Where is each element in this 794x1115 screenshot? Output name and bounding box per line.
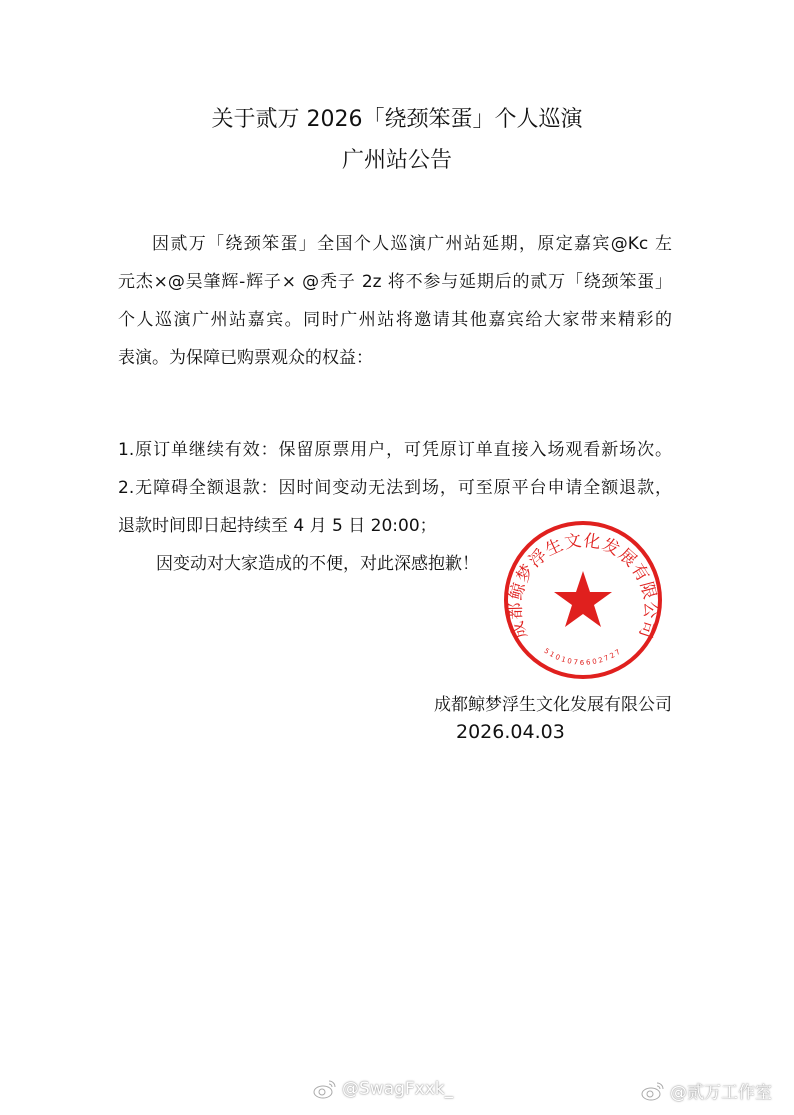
svg-text:5101076602727: 5101076602727: [542, 646, 624, 667]
watermark-studio: [640, 1078, 772, 1103]
watermark-text: @SwagFxxk_: [342, 1079, 454, 1099]
paragraph-line: 表演。为保障已购票观众的权益：: [118, 348, 373, 368]
weibo-icon: [312, 1078, 338, 1100]
svg-text:成都鲸梦浮生文化发展有限公司: 成都鲸梦浮生文化发展有限公司: [505, 530, 661, 642]
apology-text: 因变动对大家造成的不便，对此深感抱歉！: [156, 554, 479, 574]
weibo-icon: [640, 1080, 666, 1102]
star-icon: [554, 571, 612, 627]
list-item-2-cont: 退款时间即日起持续至 4 月 5 日 20:00；: [118, 516, 437, 536]
paragraph-line: 因贰万「绕颈笨蛋」全国个人巡演广州站延期，原定嘉宾@Kc 左: [152, 234, 672, 254]
signature-date: 2026.04.03: [456, 721, 565, 743]
company-seal: [502, 519, 664, 681]
paragraph-line: 元杰×@吴肇辉-辉子× @秃子 2z 将不参与延期后的贰万「绕颈笨蛋」: [118, 272, 672, 292]
paragraph-line: 个人巡演广州站嘉宾。同时广州站将邀请其他嘉宾给大家带来精彩的: [118, 310, 672, 330]
list-item-2: 2.无障碍全额退款：因时间变动无法到场，可至原平台申请全额退款，: [118, 478, 672, 498]
list-item-1: 1.原订单继续有效：保留原票用户，可凭原订单直接入场观看新场次。: [118, 440, 672, 460]
watermark-user: [312, 1078, 453, 1100]
watermark-text: @贰万工作室: [670, 1083, 772, 1103]
document-title: 关于贰万 2026「绕颈笨蛋」个人巡演: [211, 107, 583, 132]
document-subtitle: 广州站公告: [341, 148, 452, 173]
signature-company: 成都鲸梦浮生文化发展有限公司: [434, 695, 672, 715]
